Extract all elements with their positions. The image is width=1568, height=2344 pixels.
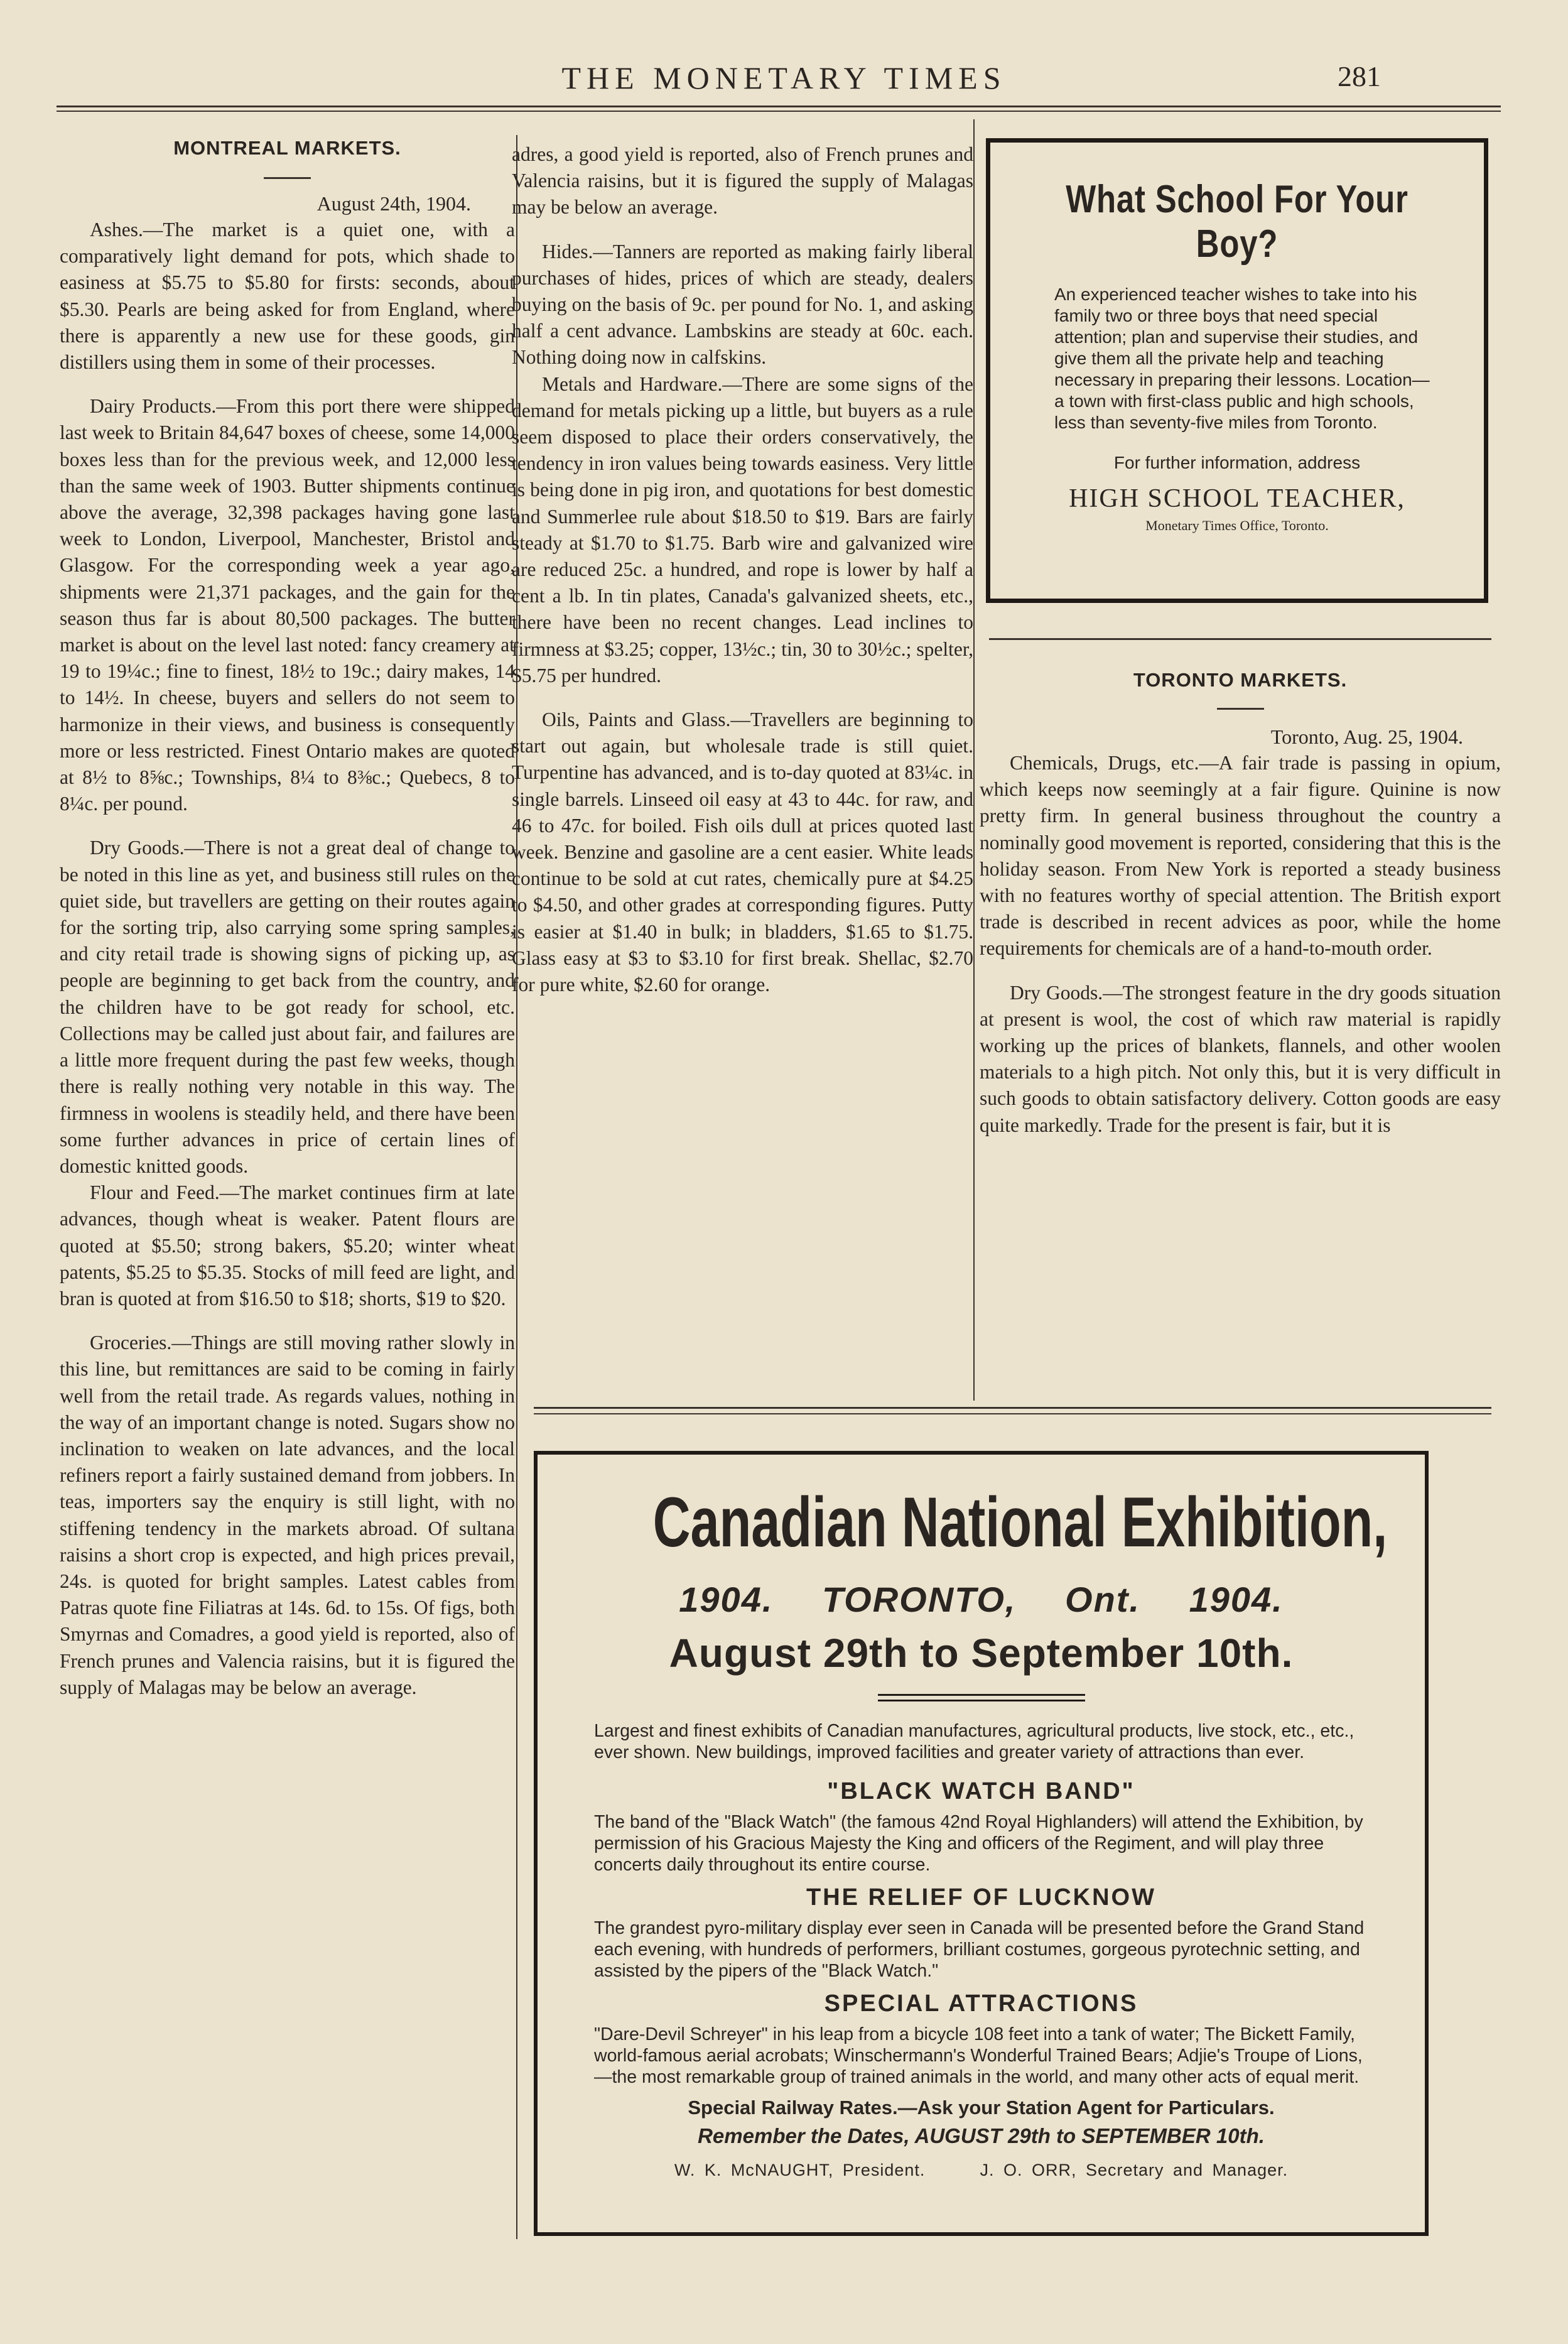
exhibition-dates: August 29th to September 10th.	[669, 1630, 1294, 1676]
montreal-heading: MONTREAL MARKETS.	[173, 137, 401, 159]
toronto-section-rule	[989, 638, 1491, 640]
special-attractions-heading: SPECIAL ATTRACTIONS	[824, 1990, 1138, 2017]
header-rule-top	[57, 106, 1501, 107]
exhibition-year-right: 1904.	[1189, 1580, 1284, 1619]
toronto-heading: TORONTO MARKETS.	[1133, 669, 1348, 691]
article-paragraph: Flour and Feed.—The market continues firm at late advances, though wheat is weaker. Patent flours are quoted at $5.50; strong bakers, $5.20; winter wheat patents, $5.25 to $5.35. Stocks of mill feed are light, and bran is quoted at from $16.50 to $18; shorts, $19 to $20.	[60, 1181, 515, 1310]
relief-text: The grandest pyro-military display ever seen in Canada will be presented before the Grand Stand each evening, with hundreds of performers, brilliant costumes, gorgeous pyrotechnic setting, and assisted by the pipers of the "Black Watch."	[594, 1918, 1365, 1981]
heading-short-rule	[264, 177, 311, 179]
article-paragraph: Dry Goods.—There is not a great deal of change to be noted in this line as yet, and business still rules on the quiet side, but travellers are getting on their routes again for the sorting trip, also carrying some spring samples, and city retail trade is showing signs of picking up, as people are beginning to get back from the country, and the children have to be got ready for school, etc. Collections may be called just about fair, and failures are a little more frequent during the past few weeks, though there is really nothing very notable in this way. The firmness in woolens is steadily held, and there have been some further advances in price of certain lines of domestic knitted goods.	[60, 837, 515, 1177]
article-paragraph: Groceries.—Things are still moving rather slowly in this line, but remittances are said to be coming in fairly well from the retail trade. As regards values, nothing in the way of an important change is noted. Sugars show no inclination to weaken on late advances, and the local refiners report a fairly sustained demand from jobbers. In teas, importers say the enquiry is still light, with no stiffening tendency in the markets abroad. Of sultana raisins a short crop is expected, and high prices prevail, 24s. is quoted for bright samples. Latest cables from Patras quote fine Filiatras at 14s. 6d. to 15s. Of figs, both Smyrnas and Comadres, a good yield is reported, also of French prunes and Valencia raisins, but it is figured the supply of Malagas may be below an average.	[60, 1332, 515, 1698]
exhibition-year-left: 1904.	[679, 1580, 774, 1619]
exhibition-intro: Largest and finest exhibits of Canadian manufactures, agricultural products, live stock, etc., etc., ever shown. New buildings, improved facilities and greater variety of attractions than ever.	[594, 1721, 1354, 1762]
exhibition-signatories	[538, 2161, 1425, 2180]
header-rule-bottom	[57, 111, 1501, 112]
article-paragraph: Metals and Hardware.—There are some signs of the demand for metals picking up a little, but buyers as a rule seem disposed to place their orders conservatively, the tendency in iron values being towards easiness. Very little is being done in pig iron, and quotations for best domestic and Summerlee rule about $18.50 to $19. Bars are fairly steady at $1.70 to $1.75. Barb wire and galvanized wire are reduced 25c. a hundred, and rope is lower by half a cent a lb. In tin plates, Canada's galvanized sheets, etc., there have been no recent changes. Lead inclines to firmness at $3.25; copper, 13½c.; tin, 30 to 30½c.; spelter, $5.75 per hundred.	[512, 372, 973, 686]
article-paragraph: Chemicals, Drugs, etc.—A fair trade is passing in opium, which keeps now seemingly at a fair figure. Quinine is now pretty firm. In general business throughout the country a nominally good movement is reported, considering that this is the holiday season. From New York is reported a steady business with no features worthy of special attention. The British export trade is described in recent advices as poor, while the home requirements for chemicals are of a hand-to-mouth order.	[980, 752, 1501, 960]
advert-rule-bottom	[534, 1413, 1491, 1414]
exhibition-advertisement	[534, 1451, 1429, 2236]
running-title: THE MONETARY TIMES	[561, 60, 1007, 95]
article-paragraph: Hides.—Tanners are reported as making fairly liberal purchases of hides, prices of which are steady, dealers buying on the basis of 9c. per pound for No. 1, and asking half a cent advance. Lambskins are steady at 60c. each. Nothing doing now in calfskins.	[512, 240, 973, 369]
school-ad-title: What School For Your Boy?	[1066, 178, 1408, 266]
relief-heading: THE RELIEF OF LUCKNOW	[806, 1884, 1156, 1911]
article-paragraph-continued: adres, a good yield is reported, also of French prunes and Valencia raisins, but it is figured the supply of Malagas may be below an average.	[512, 143, 973, 219]
toronto-markets-column	[980, 669, 1501, 1139]
president-name: W. K. McNAUGHT, President.	[674, 2161, 926, 2179]
school-ad-contact: For further information, address	[1113, 453, 1361, 472]
exhibition-double-rule	[878, 1694, 1085, 1701]
article-paragraph: Ashes.—The market is a quiet one, with a comparatively light demand for pots, which shade to easiness at $5.75 to $5.80 for firsts: seconds, about $5.30. Pearls are being asked for from England, where there is apparently a new use for these goods, gin distillers using them in some of their processes.	[60, 219, 515, 374]
montreal-dateline: August 24th, 1904.	[316, 192, 471, 215]
exhibition-place: TORONTO, Ont.	[821, 1580, 1141, 1619]
article-paragraph: Dairy Products.—From this port there were shipped last week to Britain 84,647 boxes of cheese, some 14,000 boxes less than for the previous week, and 12,000 less than the same week of 1903. Butter shipments continue above the average, 32,398 packages having gone last week to London, Liverpool, Manchester, Bristol and Glasgow. For the corresponding week a year ago, shipments were 21,371 packages, and the gain for the season thus far is about 80,500 packages. The butter market is about on the level last noted: fancy creamery at 19 to 19¼c.; fine to finest, 18½ to 19c.; dairy makes, 14 to 14½. In cheese, buyers and sellers do not seem to harmonize in their views, and business is consequently more or less restricted. Finest Ontario makes are quoted at 8½ to 8⅝c.; Townships, 8¼ to 8⅜c.; Quebecs, 8 to 8¼c. per pound.	[60, 395, 515, 815]
black-watch-heading: "BLACK WATCH BAND"	[827, 1778, 1135, 1804]
montreal-markets-column	[60, 126, 515, 1698]
school-advertisement	[986, 138, 1488, 603]
page-number: 281	[1338, 60, 1381, 92]
school-ad-office: Monetary Times Office, Toronto.	[1145, 518, 1329, 533]
montreal-markets-continued-column	[512, 141, 973, 998]
school-ad-body: An experienced teacher wishes to take into his family two or three boys that need special attention; plan and supervise their studies, and give them all the private help and teaching necessary in preparing their lessons. Location—a town with first-class public and high schools, less than seventy-five miles from Toronto.	[1054, 285, 1430, 432]
toronto-dateline: Toronto, Aug. 25, 1904.	[1270, 725, 1463, 748]
remember-dates: Remember the Dates, AUGUST 29th to SEPTEMBER 10th.	[698, 2124, 1265, 2147]
article-paragraph: Dry Goods.—The strongest feature in the dry goods situation at present is wool, the cost of which raw material is rapidly working up the prices of blankets, flannels, and other woolen materials to a high pitch. Not only this, but it is very difficult in such goods to obtain satisfactory delivery. Cotton goods are easy quite markedly. Trade for the present is fair, but it is	[980, 981, 1501, 1136]
school-ad-signature: HIGH SCHOOL TEACHER,	[1069, 484, 1405, 513]
secretary-name: J. O. ORR, Secretary and Manager.	[980, 2161, 1289, 2179]
exhibition-title: Canadian National Exhibition,	[652, 1483, 1388, 1561]
special-attractions-text: "Dare-Devil Schreyer" in his leap from a bicycle 108 feet into a tank of water; The Bickett Family, world-famous aerial acrobats; Winschermann's Wonderful Trained Bears; Adjie's Troupe of Lions,—the most remarkable group of trained animals in the world, and many other acts of equal merit.	[594, 2024, 1363, 2087]
railway-rates: Special Railway Rates.—Ask your Station Agent for Particulars.	[688, 2097, 1275, 2119]
black-watch-text: The band of the "Black Watch" (the famous 42nd Royal Highlanders) will attend the Exhibition, by permission of his Gracious Majesty the King and officers of the Regiment, and will play three concerts daily throughout its entire course.	[594, 1812, 1363, 1875]
exhibition-year-line	[538, 1579, 1425, 1620]
article-paragraph: Oils, Paints and Glass.—Travellers are beginning to start out again, but wholesale trade is still quiet. Turpentine has advanced, and is to-day quoted at 83¼c. in single barrels. Linseed oil easy at 43 to 44c. for raw, and 46 to 47c. for boiled. Fish oils dull at prices quoted last week. Benzine and gasoline are a cent easier. White leads continue to be sold at cut rates, chemically pure at $4.25 to $4.50, and other grades at corresponding figures. Putty is easier at $1.40 in bulk; in bladders, $1.65 to $1.75. Glass easy at $3 to $3.10 for first break. Shellac, $2.70 for pure white, $2.60 for orange.	[512, 708, 973, 996]
column-rule-2	[973, 119, 975, 1401]
advert-rule-top	[534, 1407, 1491, 1409]
heading-short-rule	[1217, 708, 1264, 710]
